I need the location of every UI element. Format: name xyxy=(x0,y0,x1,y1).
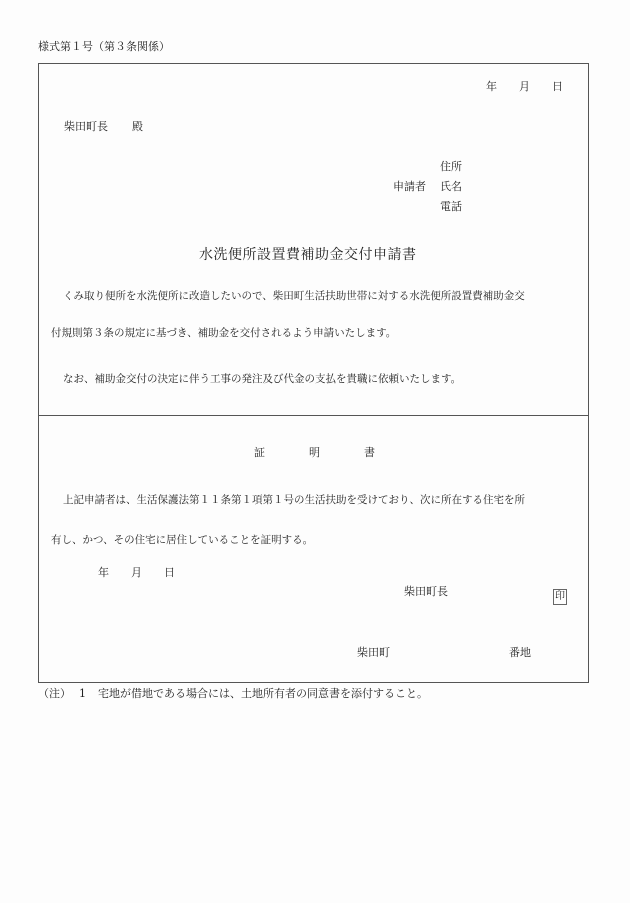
cert-date-year: 年 xyxy=(98,566,109,579)
addressee xyxy=(64,120,143,134)
section-divider xyxy=(38,415,589,416)
date-day: 日 xyxy=(552,80,563,93)
application-body-line-1: くみ取り便所を水洗便所に改造したいので、柴田町生活扶助世帯に対する水洗便所設置費補助金交 xyxy=(63,290,525,302)
applicant-role-label: 申請者 xyxy=(393,180,426,193)
note-label: （注） xyxy=(38,687,71,700)
cert-date-day: 日 xyxy=(164,566,175,579)
note-text: 宅地が借地である場合には、土地所有者の同意書を添付すること。 xyxy=(98,687,428,700)
seal-icon: 印 xyxy=(553,589,567,605)
certificate-title-char-1: 証 xyxy=(254,446,265,459)
certificate-title-char-2: 明 xyxy=(309,446,320,459)
form-number-label: 様式第１号（第３条関係） xyxy=(38,40,170,53)
certificate-issuer: 柴田町長 xyxy=(404,585,448,598)
seal-mark xyxy=(553,584,567,605)
certificate-body-line-1: 上記申請者は、生活保護法第１１条第１項第１号の生活扶助を受けており、次に所在する住宅を所 xyxy=(63,494,525,506)
note-number: 1 xyxy=(79,687,86,700)
certificate-title-char-3: 書 xyxy=(364,446,375,459)
date-month: 月 xyxy=(519,80,530,93)
application-date xyxy=(486,80,563,94)
applicant-phone-label: 電話 xyxy=(440,200,462,213)
addressee-honorific: 殿 xyxy=(132,120,143,133)
applicant-name-label: 氏名 xyxy=(440,180,462,193)
date-year: 年 xyxy=(486,80,497,93)
cert-date-month: 月 xyxy=(131,566,142,579)
note xyxy=(38,687,428,701)
certificate-title xyxy=(254,446,375,460)
location-town: 柴田町 xyxy=(357,646,390,659)
certificate-date xyxy=(98,566,175,580)
addressee-name: 柴田町長 xyxy=(64,120,108,133)
applicant-address-label: 住所 xyxy=(440,160,462,173)
certificate-body-line-2: 有し、かつ、その住宅に居住していることを証明する。 xyxy=(51,534,314,546)
application-body-line-2: 付規則第３条の規定に基づき、補助金を交付されるよう申請いたします。 xyxy=(51,327,397,339)
application-title: 水洗便所設置費補助金交付申請書 xyxy=(199,247,417,263)
application-body-line-3: なお、補助金交付の決定に伴う工事の発注及び代金の支払を貴職に依頼いたします。 xyxy=(63,373,462,385)
location-suffix: 番地 xyxy=(509,646,531,659)
